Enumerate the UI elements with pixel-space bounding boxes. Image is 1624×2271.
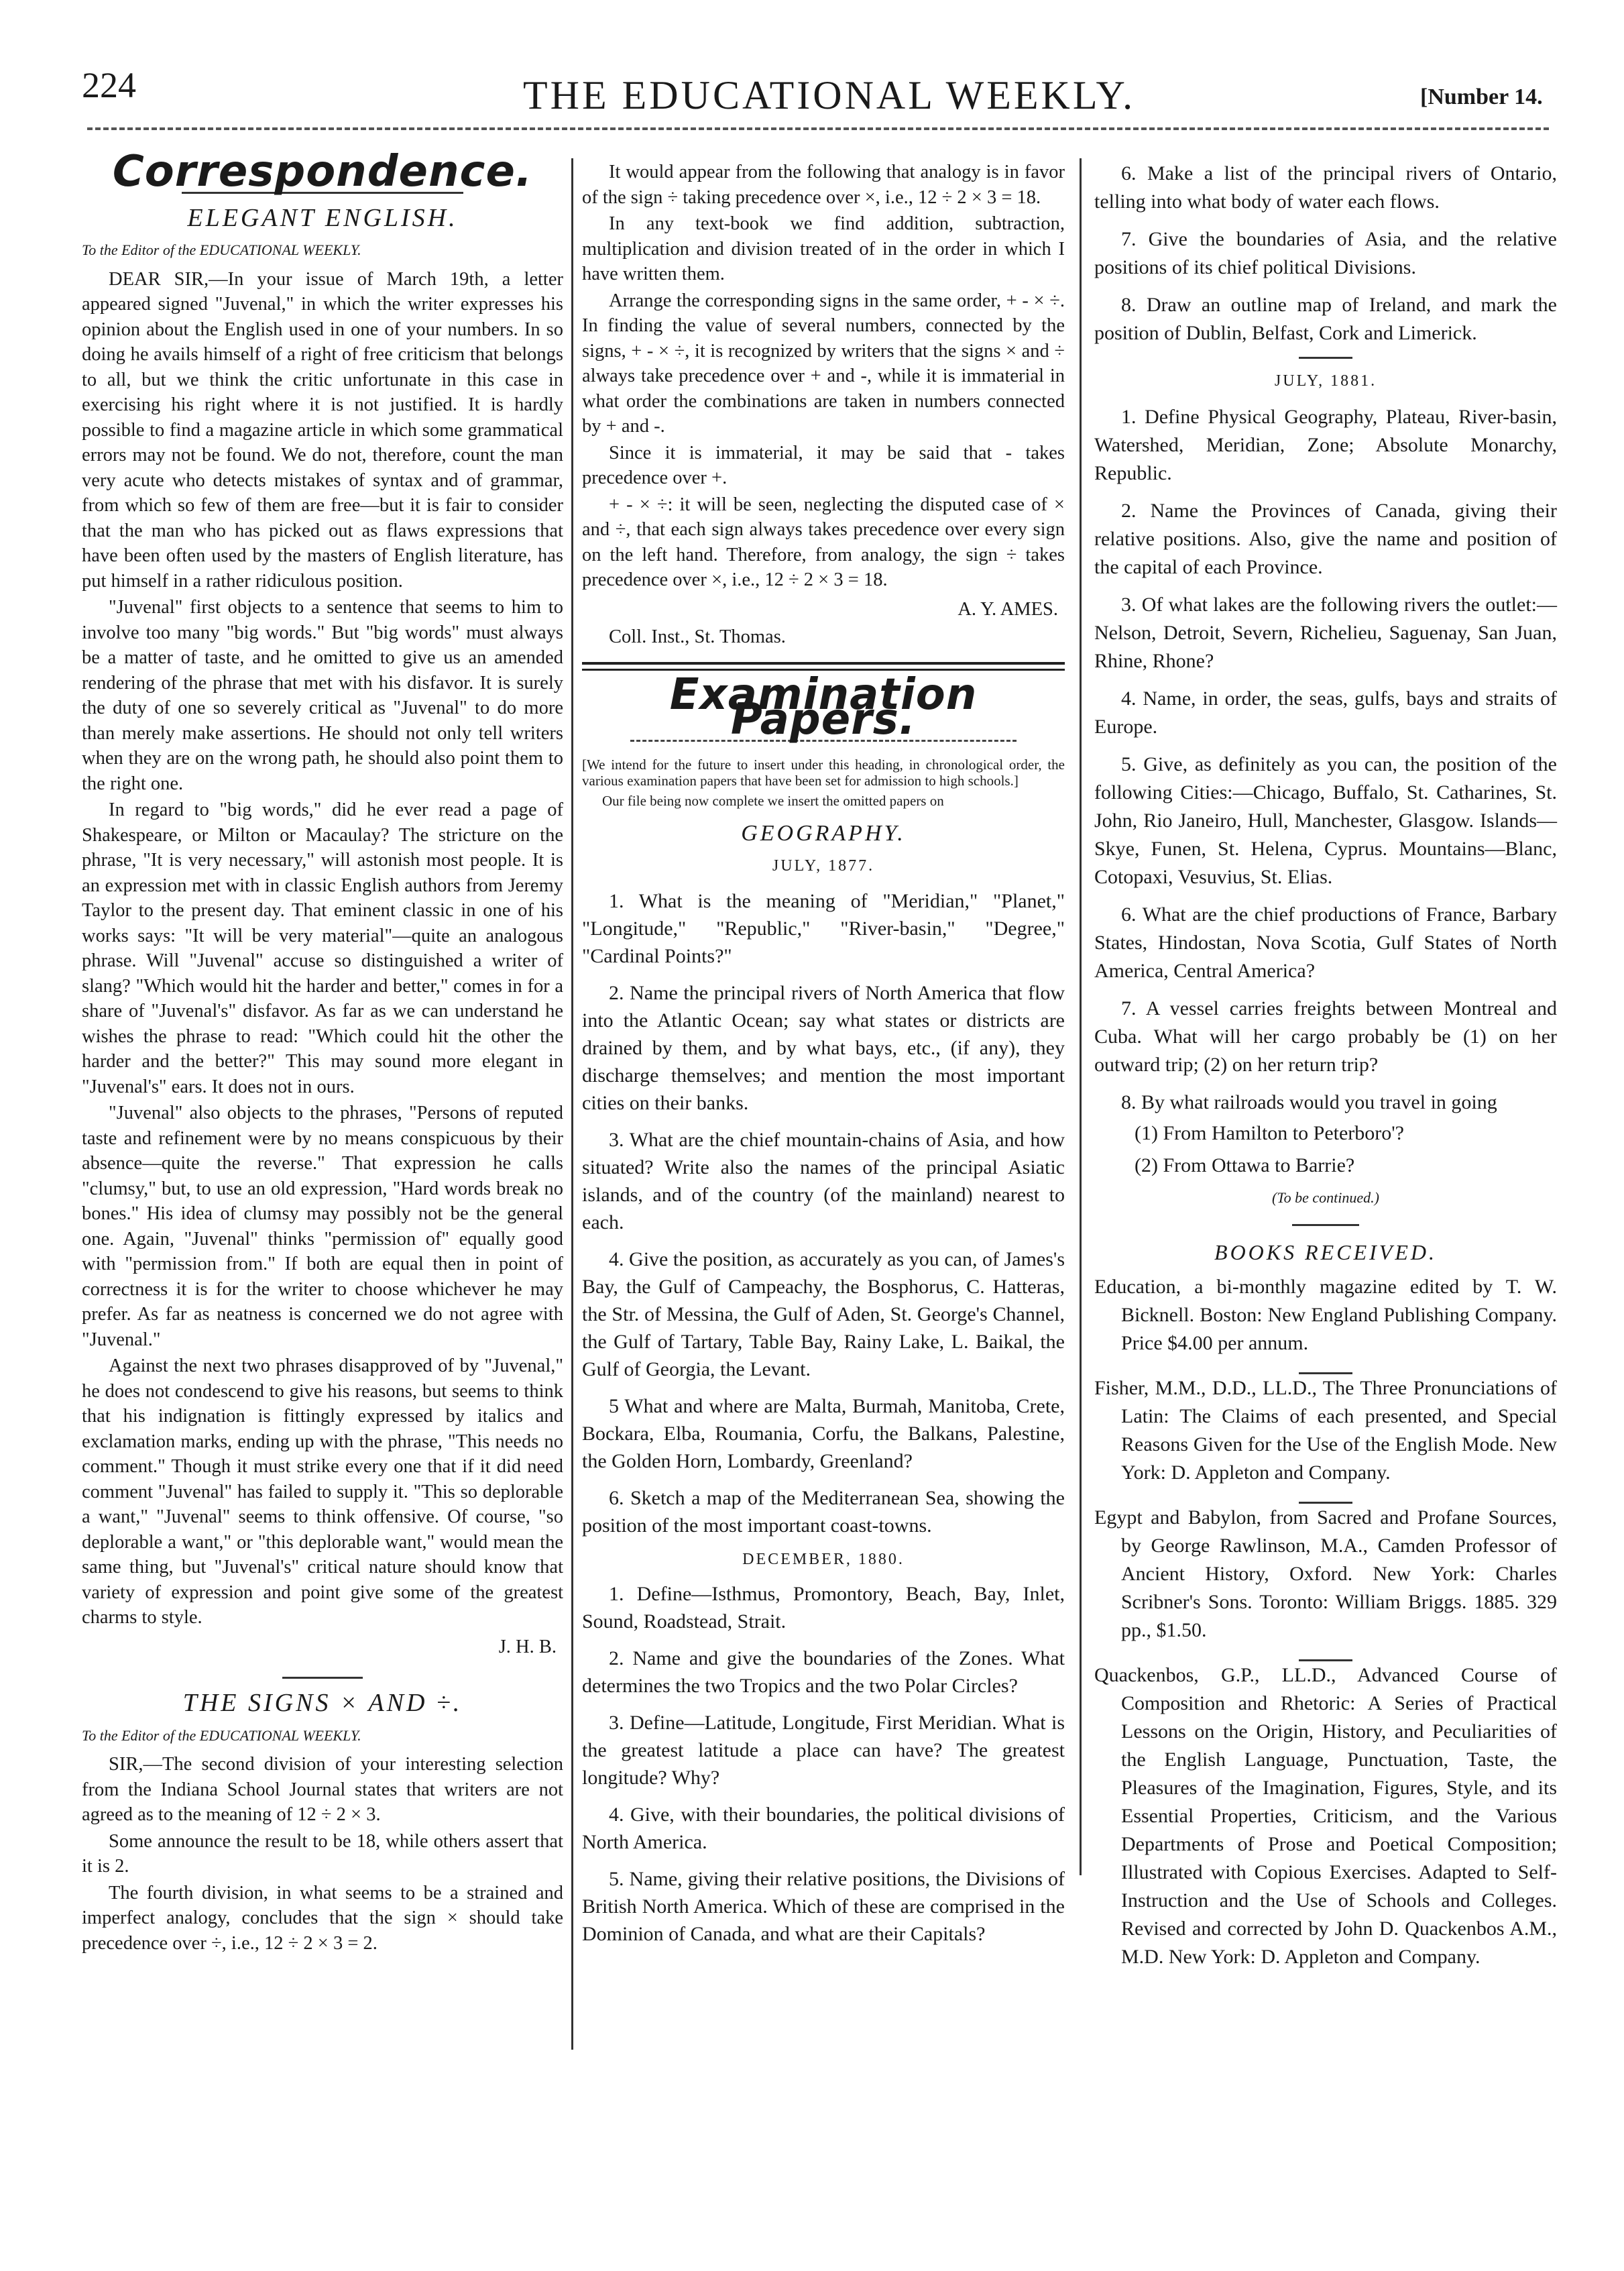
article-paragraph: In regard to "big words," did he ever read a page of Shakespeare, or Milton or Macaulay? The stricture on the phrase, "It is very necessary," will astonish most people. It is an expression met with in classic English authors from Jeremy Taylor to the present day. That eminent classic in one of his works says: "It will be very material"—quite an analogous phrase. Will "Juvenal" accuse so distinguished a writer of slang? "Which would hit the harder and better," comes in for a share of "Juvenal's" disfavor. As far as we can understand he wishes the phrase to read: "Which could hit the other the harder and the better?" This may sound more elegant in "Juvenal's" ears. It does not in ours. [82, 799, 563, 1097]
column-1 [82, 147, 563, 1957]
page-number: 224 [82, 65, 136, 105]
question-list-1880 [582, 1580, 1065, 1948]
book-listing: Quackenbos, G.P., LL.D., Advanced Course of Composition and Rhetoric: A Series of Practical Lessons on the Origin, History, and Peculiarities of the English Language, Punctuation, Taste, the Pleasures of the Imagination, Figures, Style, and its Essential Properties, Criticism, and the Various Departments of Prose and Poetical Composition; Illustrated with Copious Exercises. Adapted to Self-Instruction and the Use of Schools and Colleges. Revised and corrected by John D. Quackenbos A.M., M.D. New York: D. Appleton and Company. [1094, 1664, 1557, 1968]
issue-number: [Number 14. [1420, 85, 1543, 109]
exam-question: 5 What and where are Malta, Burmah, Manitoba, Crete, Bockara, Elba, Roumania, Corfu, the Balkans, Palestine, the Golden Horn, Lombardy, Greenland? [582, 1394, 1065, 1472]
article-title: THE SIGNS × AND ÷. [182, 1689, 463, 1717]
column-divider-1 [571, 158, 573, 2050]
separator-rule [282, 1677, 363, 1679]
exam-question: 4. Name, in order, the seas, gulfs, bays and straits of Europe. [1094, 687, 1557, 738]
column-2 [582, 160, 1065, 1957]
correspondence-heading: Correspondence. [112, 147, 533, 197]
header-rule [87, 127, 1549, 130]
section-double-rule [582, 662, 1065, 671]
article-paragraph: Arrange the corresponding signs in the same order, + - × ÷. In finding the value of several numbers, connected by the signs, + - × ÷, it is recognized by writers that the signs × and ÷ always take precedence over + and -, while it is immaterial in what order the combinations are taken in numbers connected by + and -. [582, 290, 1065, 437]
exam-question: 1. Define—Isthmus, Promontory, Beach, Bay, Inlet, Sound, Roadstead, Strait. [582, 1583, 1065, 1632]
exam-question: 1. Define Physical Geography, Plateau, River-basin, Watershed, Meridian, Zone; Absolute Monarchy, Republic. [1094, 406, 1557, 484]
examination-papers-heading: Examination Papers. [669, 669, 978, 744]
to-editor-line: To the Editor of the EDUCATIONAL WEEKLY. [82, 241, 361, 258]
exam-question: 2. Name the principal rivers of North America that flow into the Atlantic Ocean; say what states or districts are drained by them, and by what bays, etc., (if any), they discharge themselves; and mention the most important cities on their banks. [582, 981, 1065, 1114]
continued-note: (To be continued.) [1272, 1189, 1379, 1206]
article-paragraph: The fourth division, in what seems to be a strained and imperfect analogy, concludes that the sign × should take precedence over ÷, i.e., 12 ÷ 2 × 3 = 2. [82, 1882, 563, 1954]
question-list-1877 [582, 887, 1065, 1539]
signature-place: Coll. Inst., St. Thomas. [609, 626, 786, 647]
books-received-heading: BOOKS RECEIVED. [1214, 1240, 1437, 1264]
exam-question: 5. Give, as definitely as you can, the position of the following Cities:—Chicago, Buffalo, St. Catharines, St. John, Rio Janeiro, Hull, Manchester, Glasgow. Islands—Skye, Funen, St. Helena, Cyprus. Mountains—Blanc, Cotopaxi, Vesuvius, St. Elias. [1094, 753, 1557, 888]
column-3 [1094, 160, 1557, 1981]
article-paragraph: SIR,—The second division of your interesting selection from the Indiana School Journal states that writers are not agreed as to the meaning of 12 ÷ 2 × 3. [82, 1754, 563, 1825]
exam-question: 4. Give, with their boundaries, the political divisions of North America. [582, 1804, 1065, 1853]
exam-date: JULY, 1877. [772, 857, 875, 875]
exam-question: 1. What is the meaning of "Meridian," "Planet," "Longitude," "Republic," "River-basin," "Degree," "Cardinal Points?" [582, 889, 1065, 967]
exam-date: JULY, 1881. [1274, 372, 1377, 390]
exam-question: 6. What are the chief productions of France, Barbary States, Hindostan, Nova Scotia, Gulf States of North America, Central America? [1094, 903, 1557, 982]
article-paragraph: In any text-book we find addition, subtraction, multiplication and division treated of in the order in which I have written them. [582, 213, 1065, 284]
exam-question: 5. Name, giving their relative positions, the Divisions of British North America. Which of these are comprised in the Dominion of Canada, and what are their Capitals? [582, 1868, 1065, 1945]
exam-question: 8. By what railroads would you travel in going [1121, 1091, 1497, 1113]
book-listing: Fisher, M.M., D.D., LL.D., The Three Pronunciations of Latin: The Claims of each presented, and Special Reasons Given for the Use of the English Mode. New York: D. Appleton and Company. [1094, 1377, 1557, 1484]
exam-subquestion: (1) From Hamilton to Peterboro'? [1135, 1122, 1404, 1144]
article-paragraph: "Juvenal" also objects to the phrases, "Persons of reputed taste and refinement were by no means conspicuous by their absence—quite the reverse." That expression he calls "clumsy," but, to use an old expression, "Hard words break no bones." His idea of clumsy may possibly not be the general one. Again, "Juvenal" thinks "permission of" equally good with "permission from." If both are equal then in point of correctness it is for the writer to choose whichever he may prefer. As far as neatness is concerned we do not agree with "Juvenal." [82, 1103, 563, 1350]
article-signature: J. H. B. [498, 1636, 557, 1657]
editor-note: Our file being now complete we insert the omitted papers on [602, 792, 944, 809]
article-paragraph: Against the next two phrases disapproved of by "Juvenal," he does not condescend to give his reasons, but seems to think that his indignation is fittingly expressed by italics and exclamation marks, ending up with the phrase, "This needs no comment." Though it must strike every one that if it did need comment "Juvenal" has failed to supply it. "This so deplorable a want," "Juvenal" seems to think offensive. Of course, "so deplorable a want," or "this deplorable want," would mean the same thing, but "Juvenal's" critical nature should know that variety of expression and point give some of the greatest charms to style. [82, 1355, 563, 1628]
separator-rule [1299, 357, 1352, 359]
exam-question: 4. Give the position, as accurately as you can, of James's Bay, the Gulf of Campeachy, the Bosphorus, C. Hatteras, the Str. of Messina, the Gulf of Aden, St. George's Channel, the Gulf of Tartary, Table Bay, Rainy Lake, L. Baikal, the Gulf of Georgia, the Levant. [582, 1248, 1065, 1380]
exam-subquestion: (2) From Ottawa to Barrie? [1135, 1154, 1355, 1176]
article-paragraph: Since it is immaterial, it may be said that - takes precedence over +. [582, 442, 1065, 488]
to-editor-line: To the Editor of the EDUCATIONAL WEEKLY. [82, 1726, 361, 1744]
article-paragraph: "Juvenal" first objects to a sentence that seems to him to involve too many "big words." But "big words" must always be a matter of taste, and he omitted to give us an amended rendering of the phrase that met with his disfavor. It is surely the duty of one so severely critical as "Juvenal" to do more than merely make assertions. He should not only tell writers when they are on the wrong path, he should also point them to the right one. [82, 597, 563, 794]
book-listing: Egypt and Babylon, from Sacred and Profane Sources, by George Rawlinson, M.A., Camden Professor of Ancient History, Oxford. New York: Charles Scribner's Sons. Toronto: William Briggs. 1885. 329 pp., $1.50. [1094, 1506, 1557, 1641]
article-title: ELEGANT ENGLISH. [187, 203, 458, 232]
exam-question: 3. Define—Latitude, Longitude, First Meridian. What is the greatest latitude a place can have? The greatest longitude? Why? [582, 1712, 1065, 1789]
separator-rule [1292, 1224, 1359, 1226]
exam-question: 8. Draw an outline map of Ireland, and mark the position of Dublin, Belfast, Cork and Limerick. [1094, 294, 1557, 344]
editor-note: [We intend for the future to insert under this heading, in chronological order, the various examination papers that have been set for admission to high schools.] [582, 756, 1065, 789]
exam-question: 3. Of what lakes are the following rivers the outlet:—Nelson, Detroit, Severn, Richelieu, Saguenay, San Juan, Rhine, Rhone? [1094, 594, 1557, 672]
exam-question: 7. Give the boundaries of Asia, and the relative positions of its chief political Divisions. [1094, 228, 1557, 278]
article-paragraph: DEAR SIR,—In your issue of March 19th, a letter appeared signed "Juvenal," in which the writer expresses his opinion about the English used in one of your numbers. In so doing he avails himself of a right of free criticism that belongs to all, but we think the critic unfortunate in this case in exercising his right where it is not justified. It is hardly possible to find a magazine article in which some grammatical errors may not be found. We do not, therefore, count the man very acute who detects mistakes of syntax and of grammar, from which so few of them are free—but it is fair to consider that the man who has picked out as flaws expressions that have been often used by the masters of English literature, has put himself in a rather ridiculous position. [82, 268, 563, 592]
column-divider-2 [1080, 158, 1082, 1875]
exam-question: 7. A vessel carries freights between Montreal and Cuba. What will her cargo probably be (1) on her outward trip; (2) on her return trip? [1094, 997, 1557, 1076]
article-paragraph: + - × ÷: it will be seen, neglecting the disputed case of × and ÷, that each sign always takes precedence over every sign on the left hand. Therefore, from analogy, the sign ÷ takes precedence over ×, i.e., 12 ÷ 2 × 3 = 18. [582, 494, 1065, 590]
exam-question: 2. Name and give the boundaries of the Zones. What determines the two Tropics and the two Polar Circles? [582, 1647, 1065, 1697]
subject-heading: GEOGRAPHY. [741, 820, 906, 846]
article-paragraph: Some announce the result to be 18, while others assert that it is 2. [82, 1830, 563, 1877]
exam-question: 3. What are the chief mountain-chains of Asia, and how situated? Write also the names of the principal Asiatic islands, and of the country (of the mainland) nearest to each. [582, 1128, 1065, 1233]
exam-question: 2. Name the Provinces of Canada, giving their relative positions. Also, give the name and position of the capital of each Province. [1094, 500, 1557, 578]
publication-title: THE EDUCATIONAL WEEKLY. [523, 73, 1136, 117]
exam-question: 6. Make a list of the principal rivers of Ontario, telling into what body of water each flows. [1094, 162, 1557, 213]
book-listing: Education, a bi-monthly magazine edited by T. W. Bicknell. Boston: New England Publishing Company. Price $4.00 per annum. [1094, 1276, 1557, 1354]
exam-date: DECEMBER, 1880. [742, 1550, 905, 1568]
article-signature: A. Y. AMES. [958, 598, 1058, 620]
article-paragraph: It would appear from the following that analogy is in favor of the sign ÷ taking precedence over ×, i.e., 12 ÷ 2 × 3 = 18. [582, 162, 1065, 208]
exam-question: 6. Sketch a map of the Mediterranean Sea, showing the position of the most important coast-towns. [582, 1486, 1065, 1537]
